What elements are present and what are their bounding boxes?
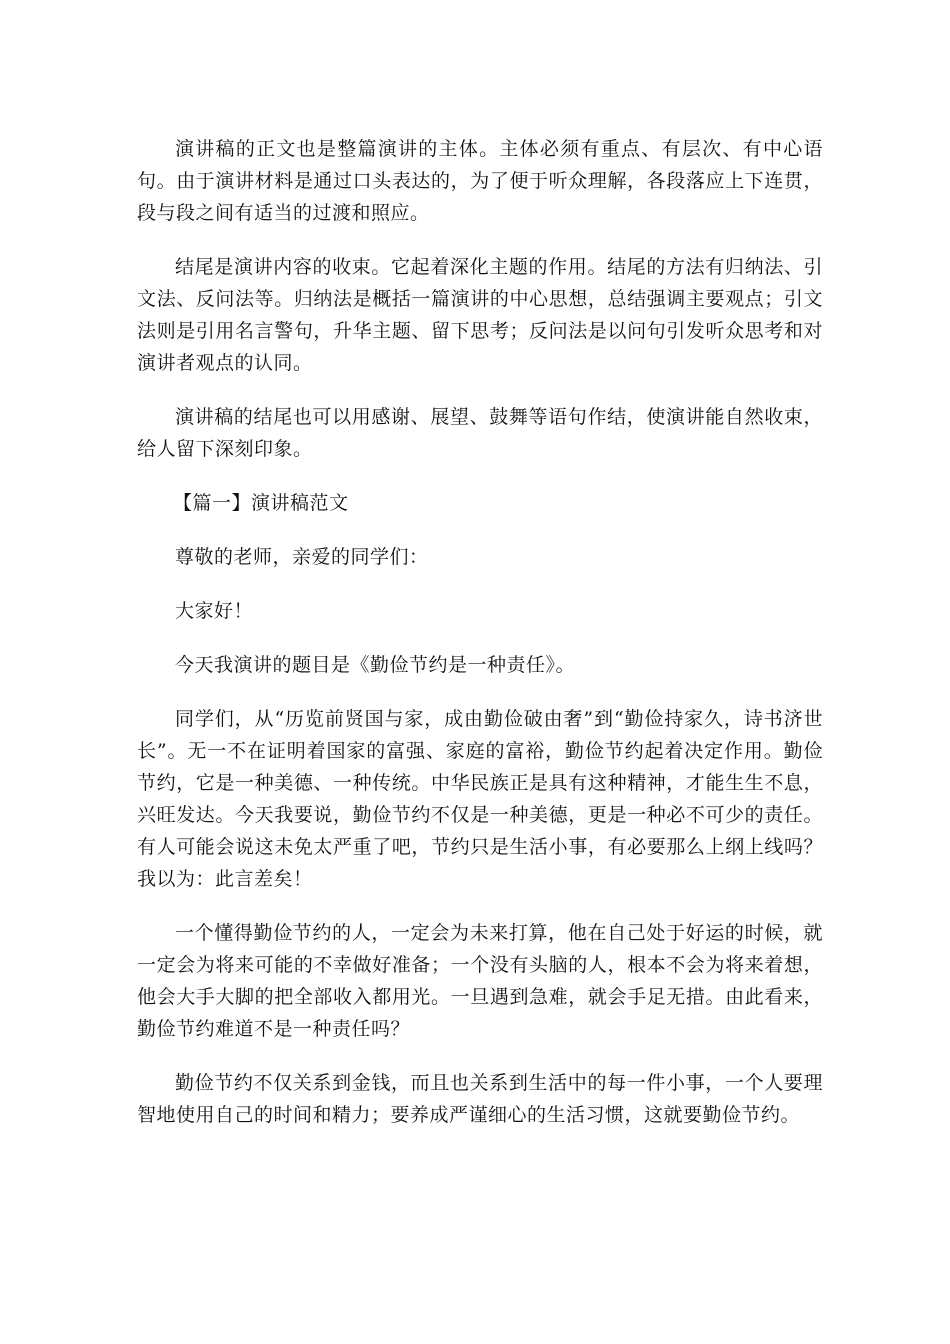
paragraph-ending-methods: 结尾是演讲内容的收束。它起着深化主题的作用。结尾的方法有归纳法、引文法、反问法等。归纳法是概括一篇演讲的中心思想，总结强调主要观点；引文法则是引用名言警句，升华主题、留下思考；反问法是以问句引发听众思考和对演讲者观点的认同。	[137, 256, 823, 374]
speech-greeting: 大家好！	[175, 600, 254, 622]
section-heading: 【篇一】演讲稿范文	[173, 492, 349, 514]
document-body	[137, 133, 823, 1131]
paragraph-body-intro: 演讲稿的正文也是整篇演讲的主体。主体必须有重点、有层次、有中心语句。由于演讲材料是通过口头表达的，为了便于听众理解，各段落应上下连贯，段与段之间有适当的过渡和照应。	[137, 138, 823, 224]
speech-topic: 今天我演讲的题目是《勤俭节约是一种责任》。	[175, 654, 576, 676]
speech-paragraph-1: 同学们，从“历览前贤国与家，成由勤俭破由奢”到“勤俭持家久，诗书济世长”。无一不在证明着国家的富强、家庭的富裕，勤俭节约起着决定作用。勤俭节约，它是一种美德、一种传统。中华民族正是具有这种精神，才能生生不息，兴旺发达。今天我要说，勤俭节约不仅是一种美德，更是一种必不可少的责任。有人可能会说这未免太严重了吧，节约只是生活小事，有必要那么上纲上线吗？我以为：此言差矣！	[137, 708, 823, 890]
spacer	[137, 465, 823, 487]
speech-paragraph-3: 勤俭节约不仅关系到金钱，而且也关系到生活中的每一件小事，一个人要理智地使用自己的时间和精力；要养成严谨细心的生活习惯，这就要勤俭节约。	[137, 1072, 823, 1126]
speech-salutation: 尊敬的老师，亲爱的同学们：	[175, 546, 429, 568]
speech-paragraph-2: 一个懂得勤俭节约的人，一定会为未来打算，他在自己处于好运的时候，就一定会为将来可能的不幸做好准备；一个没有头脑的人，根本不会为将来着想，他会大手大脚的把全部收入都用光。一旦遇到急难，就会手足无措。由此看来，勤俭节约难道不是一种责任吗？	[137, 922, 823, 1040]
paragraph-ending-phrases: 演讲稿的结尾也可以用感谢、展望、鼓舞等语句作结，使演讲能自然收束，给人留下深刻印象。	[137, 406, 823, 460]
